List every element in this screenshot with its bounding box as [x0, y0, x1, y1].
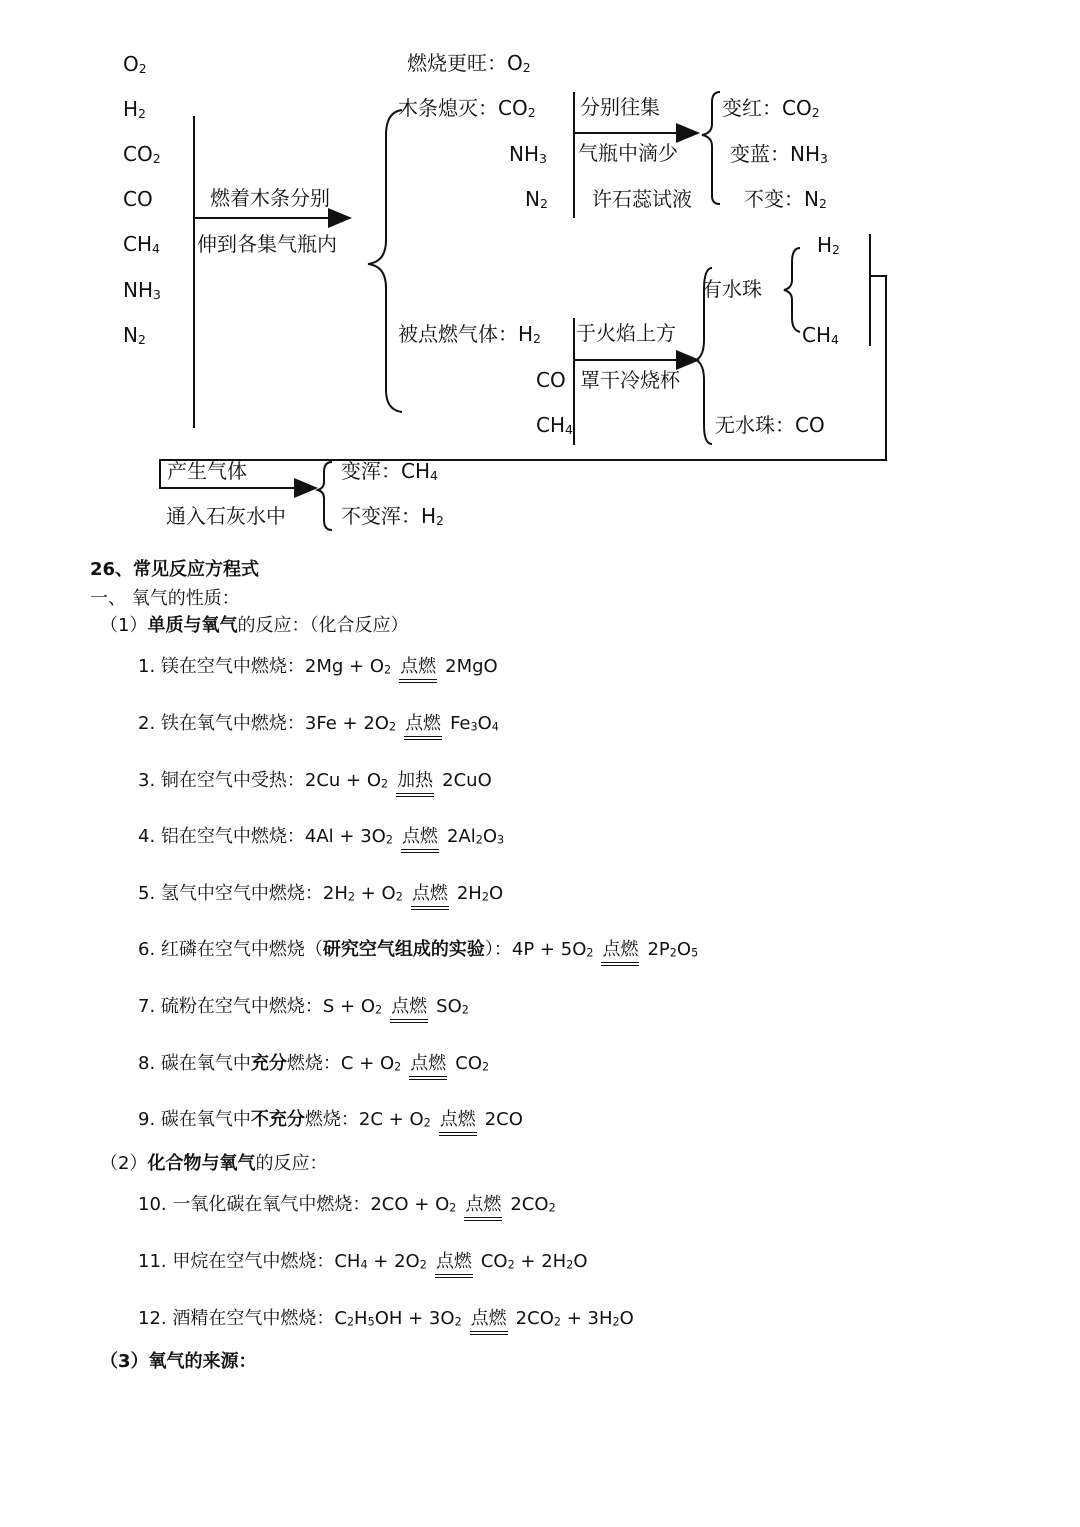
equation-products: $CO_2 + 2H_2O$	[480, 1251, 588, 1272]
gas-n2: $N_2$	[123, 323, 146, 347]
gas-co2: $CO_2$	[123, 142, 161, 166]
sub2-heading: （2）化合物与氧气的反应：	[100, 1153, 328, 1174]
equation-row	[138, 771, 492, 797]
equation-number: 4.	[138, 826, 161, 847]
equation-condition: 点燃	[435, 1252, 473, 1278]
equation-reactants: $2CO + O_2$	[370, 1194, 457, 1215]
equation-products: $2H_2O$	[456, 883, 504, 904]
equation-number: 11.	[138, 1251, 173, 1272]
limewater-brace	[318, 462, 332, 530]
ignited-co: CO	[536, 368, 566, 392]
equation-condition: 加热	[396, 771, 434, 797]
equation-condition: 点燃	[399, 657, 437, 683]
gas-h2: $H_2$	[123, 97, 146, 121]
equation-text: 镁在空气中燃烧：	[160, 656, 305, 677]
equation-number: 9.	[138, 1109, 161, 1130]
equation-text: 铜在空气中受热：	[160, 770, 305, 791]
litmus-step-line1: 分别往集	[580, 95, 660, 119]
equation-products: 2CuO	[442, 770, 492, 791]
equation-condition: 点燃	[601, 940, 639, 966]
equation-text: 碳在氧气中	[160, 1053, 251, 1074]
equation-row	[138, 827, 504, 853]
equation-products: $2P_2O_5$	[647, 939, 699, 960]
flame-step-line2: 罩干冷烧杯	[580, 368, 680, 392]
litmus-step-line3: 许石蕊试液	[592, 187, 692, 211]
equation-products: $2Al_2O_3$	[446, 826, 505, 847]
equation-reactants: $2Mg + O_2$	[304, 656, 392, 677]
equation-number: 3.	[138, 770, 161, 791]
equation-text: 铁在氧气中燃烧：	[160, 713, 305, 734]
equation-reactants: $C + O_2$	[340, 1053, 402, 1074]
extinguish-label: 木条熄灭：$CO_2$	[398, 96, 536, 120]
equation-number: 1.	[138, 656, 161, 677]
equation-condition: 点燃	[411, 884, 449, 910]
equation-products: 2MgO	[445, 656, 498, 677]
gas-identification-diagram	[0, 0, 1080, 560]
equation-row	[138, 1252, 588, 1278]
equation-reactants: $4P + 5O_2$	[511, 939, 594, 960]
equation-text: 红磷在空气中燃烧（	[160, 939, 323, 960]
equation-reactants: $2H_2 + O_2$	[322, 883, 403, 904]
equation-text: 氢气中空气中燃烧：	[160, 883, 323, 904]
extinguish-n2: $N_2$	[525, 187, 548, 211]
equation-row	[138, 940, 698, 966]
step1-line1: 燃着木条分别	[210, 186, 330, 210]
h2-ch4-brace	[784, 248, 800, 332]
ignited-label: 被点燃气体：$H_2$	[398, 322, 541, 346]
equation-condition: 点燃	[409, 1054, 447, 1080]
sub3-heading: （3）氧气的来源：	[100, 1351, 257, 1372]
equation-number: 8.	[138, 1053, 161, 1074]
flame-step-line1: 于火焰上方	[576, 321, 676, 345]
ignited-ch4: $CH_4$	[536, 413, 573, 437]
litmus-result-blue: 变蓝：$NH_3$	[730, 142, 828, 166]
equation-reactants: $CH_4 + 2O_2$	[334, 1251, 427, 1272]
equation-products: $SO_2$	[436, 996, 469, 1017]
sub1-heading: （1）单质与氧气的反应：（化合反应）	[100, 615, 409, 636]
litmus-result-red: 变红：$CO_2$	[722, 96, 820, 120]
equation-reactants: $C_2H_5OH + 3O_2$	[334, 1308, 462, 1329]
equation-condition: 点燃	[439, 1110, 477, 1136]
section-title: 26、常见反应方程式	[90, 559, 260, 580]
equation-number: 10.	[138, 1194, 173, 1215]
equation-reactants: $3Fe + 2O_2$	[304, 713, 397, 734]
equation-text: 铝在空气中燃烧：	[160, 826, 305, 847]
equation-bold-text: 不充分	[250, 1109, 305, 1130]
water-yes-h2: $H_2$	[817, 233, 840, 257]
equation-text-tail: ）：	[484, 939, 512, 960]
gas-o2: $O_2$	[123, 52, 147, 76]
gas-ch4: $CH_4$	[123, 232, 160, 256]
gas-co: CO	[123, 187, 153, 211]
equation-reactants: $S + O_2$	[322, 996, 383, 1017]
water-no: 无水珠：CO	[715, 413, 825, 437]
gas-nh3: $NH_3$	[123, 278, 161, 302]
equation-products: $CO_2$	[455, 1053, 490, 1074]
equation-bold-text: 充分	[250, 1053, 287, 1074]
limewater-step-line2: 通入石灰水中	[166, 504, 286, 528]
equation-products: $2CO_2$	[510, 1194, 556, 1215]
equation-text: 硫粉在空气中燃烧：	[160, 996, 323, 1017]
equation-text: 甲烷在空气中燃烧：	[172, 1251, 335, 1272]
equation-condition: 点燃	[390, 997, 428, 1023]
extinguish-nh3: $NH_3$	[509, 142, 547, 166]
limewater-step-line1: 产生气体	[167, 459, 247, 483]
equation-row	[138, 884, 503, 910]
equation-number: 5.	[138, 883, 161, 904]
equation-products: $2CO_2 + 3H_2O$	[515, 1308, 634, 1329]
equation-row	[138, 1195, 556, 1221]
water-yes: 有水珠	[702, 277, 762, 301]
equation-number: 12.	[138, 1308, 173, 1329]
equation-reactants: $2C + O_2$	[358, 1109, 431, 1130]
equation-products: 2CO	[484, 1109, 523, 1130]
step1-line2: 伸到各集气瓶内	[197, 232, 337, 256]
equation-reactants: $2Cu + O_2$	[304, 770, 389, 791]
equation-products: $Fe_3O_4$	[450, 713, 499, 734]
equation-row	[138, 714, 499, 740]
limewater-result-clear: 不变浑：$H_2$	[341, 504, 444, 528]
equation-text-tail: 燃烧：	[304, 1109, 359, 1130]
water-yes-ch4: $CH_4$	[802, 323, 839, 347]
equation-bold-text: 研究空气组成的实验	[322, 939, 485, 960]
equation-condition: 点燃	[404, 714, 442, 740]
main-brace	[368, 110, 402, 412]
litmus-brace	[702, 92, 720, 204]
equation-reactants: $4Al + 3O_2$	[304, 826, 393, 847]
loop-connector	[160, 276, 886, 488]
equation-row	[138, 657, 498, 683]
equation-condition: 点燃	[401, 827, 439, 853]
equation-number: 2.	[138, 713, 161, 734]
equation-condition: 点燃	[470, 1309, 508, 1335]
equation-row	[138, 1110, 523, 1136]
part1-heading: 一、 氧气的性质：	[90, 588, 240, 609]
litmus-result-none: 不变：$N_2$	[744, 187, 827, 211]
equation-text: 酒精在空气中燃烧：	[172, 1308, 335, 1329]
equation-row	[138, 997, 469, 1023]
equation-row	[138, 1309, 634, 1335]
equation-text: 一氧化碳在氧气中燃烧：	[172, 1194, 371, 1215]
equation-row	[138, 1054, 489, 1080]
equation-text: 碳在氧气中	[160, 1109, 251, 1130]
limewater-result-turbid: 变浑：$CH_4$	[341, 459, 438, 483]
equation-number: 6.	[138, 939, 161, 960]
burn-more-result: 燃烧更旺：$O_2$	[407, 51, 531, 75]
equation-number: 7.	[138, 996, 161, 1017]
equation-condition: 点燃	[464, 1195, 502, 1221]
litmus-step-line2: 气瓶中滴少	[578, 141, 678, 165]
equation-text-tail: 燃烧：	[286, 1053, 341, 1074]
